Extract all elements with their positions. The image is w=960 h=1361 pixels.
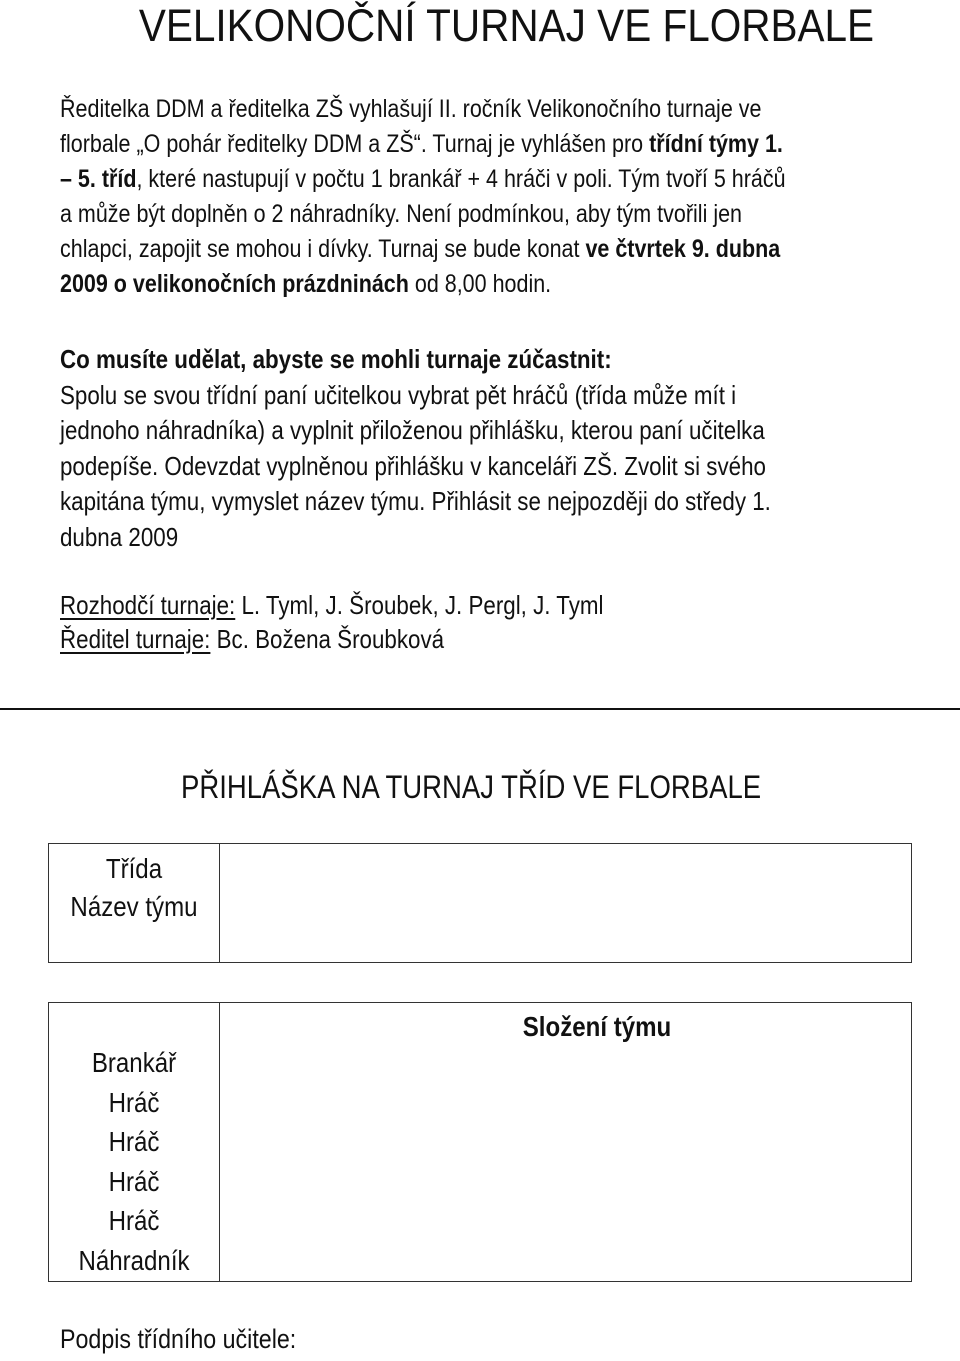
intro-bold-text: – 5. tříd xyxy=(60,165,137,193)
intro-line xyxy=(60,162,903,197)
team-name-label: Název týmu xyxy=(70,891,198,922)
class-team-table xyxy=(48,843,912,963)
director-value: Bc. Božena Šroubková xyxy=(210,624,445,654)
referees-line xyxy=(60,588,604,622)
roster-label: Hráč xyxy=(108,1205,160,1236)
intro-text: a může být doplněn o 2 náhradníky. Není podmínkou, aby tým tvořili jen xyxy=(60,200,743,228)
intro-bold-text: ve čtvrtek 9. dubna xyxy=(585,235,781,263)
howto-body xyxy=(60,378,960,556)
class-label: Třída xyxy=(105,853,163,884)
intro-text: chlapci, zapojit se mohou i dívky. Turnaj se bude konat xyxy=(60,235,586,263)
howto-heading: Co musíte udělat, abyste se mohli turnaje zúčastnit: xyxy=(60,344,612,374)
roster-label: Hráč xyxy=(108,1126,160,1157)
roster-label: Náhradník xyxy=(78,1244,190,1276)
intro-line xyxy=(60,232,903,267)
howto-line: podepíše. Odevzdat vyplněnou přihlášku v kanceláři ZŠ. Zvolit si svého xyxy=(60,450,766,481)
class-team-labels xyxy=(49,844,220,962)
section-divider xyxy=(0,708,960,710)
roster-label: Hráč xyxy=(108,1165,160,1197)
intro-line xyxy=(60,267,903,302)
howto-line: Spolu se svou třídní paní učitelkou vybrat pět hráčů (třída může mít i xyxy=(60,379,737,410)
roster-labels xyxy=(49,1003,220,1281)
intro-text: florbale „O pohár ředitelky DDM a ZŠ“. Turnaj je vyhlášen pro xyxy=(60,130,650,158)
intro-line xyxy=(60,127,903,162)
signature-label: Podpis třídního učitele: xyxy=(60,1324,297,1354)
howto-line: dubna 2009 xyxy=(60,521,179,552)
howto-paragraph xyxy=(60,342,960,555)
intro-line xyxy=(60,92,903,127)
roster-title: Složení týmu xyxy=(522,1011,672,1042)
intro-bold-text: 2009 o velikonočních prázdninách xyxy=(60,270,409,298)
intro-line xyxy=(60,197,903,232)
roster-table xyxy=(48,1002,912,1282)
director-label: Ředitel turnaje: xyxy=(60,624,211,654)
referees-label: Rozhodčí turnaje: xyxy=(60,590,236,620)
roster-label: Brankář xyxy=(91,1047,177,1078)
intro-text: Ředitelka DDM a ředitelka ZŠ vyhlašují II. ročník Velikonočního turnaje ve xyxy=(60,95,762,123)
class-team-entry-field[interactable] xyxy=(220,844,911,962)
intro-bold-text: třídní týmy 1. xyxy=(649,130,783,158)
intro-paragraph xyxy=(60,92,960,302)
roster-entry-field[interactable] xyxy=(220,1053,911,1281)
page-title: VELIKONOČNÍ TURNAJ VE FLORBALE xyxy=(138,0,875,51)
intro-text: od 8,00 hodin. xyxy=(408,270,552,298)
form-title: PŘIHLÁŠKA NA TURNAJ TŘÍD VE FLORBALE xyxy=(181,769,762,805)
director-line xyxy=(60,622,444,656)
referees-value: L. Tyml, J. Šroubek, J. Pergl, J. Tyml xyxy=(235,590,604,620)
intro-text: , které nastupují v počtu 1 brankář + 4 hráči v poli. Tým tvoří 5 hráčů xyxy=(136,165,786,193)
howto-line: jednoho náhradníka) a vyplnit přiloženou přihlášku, kterou paní učitelka xyxy=(60,415,765,445)
howto-line: kapitána týmu, vymyslet název týmu. Přihlásit se nejpozději do středy 1. xyxy=(60,486,771,516)
roster-label: Hráč xyxy=(108,1086,160,1118)
